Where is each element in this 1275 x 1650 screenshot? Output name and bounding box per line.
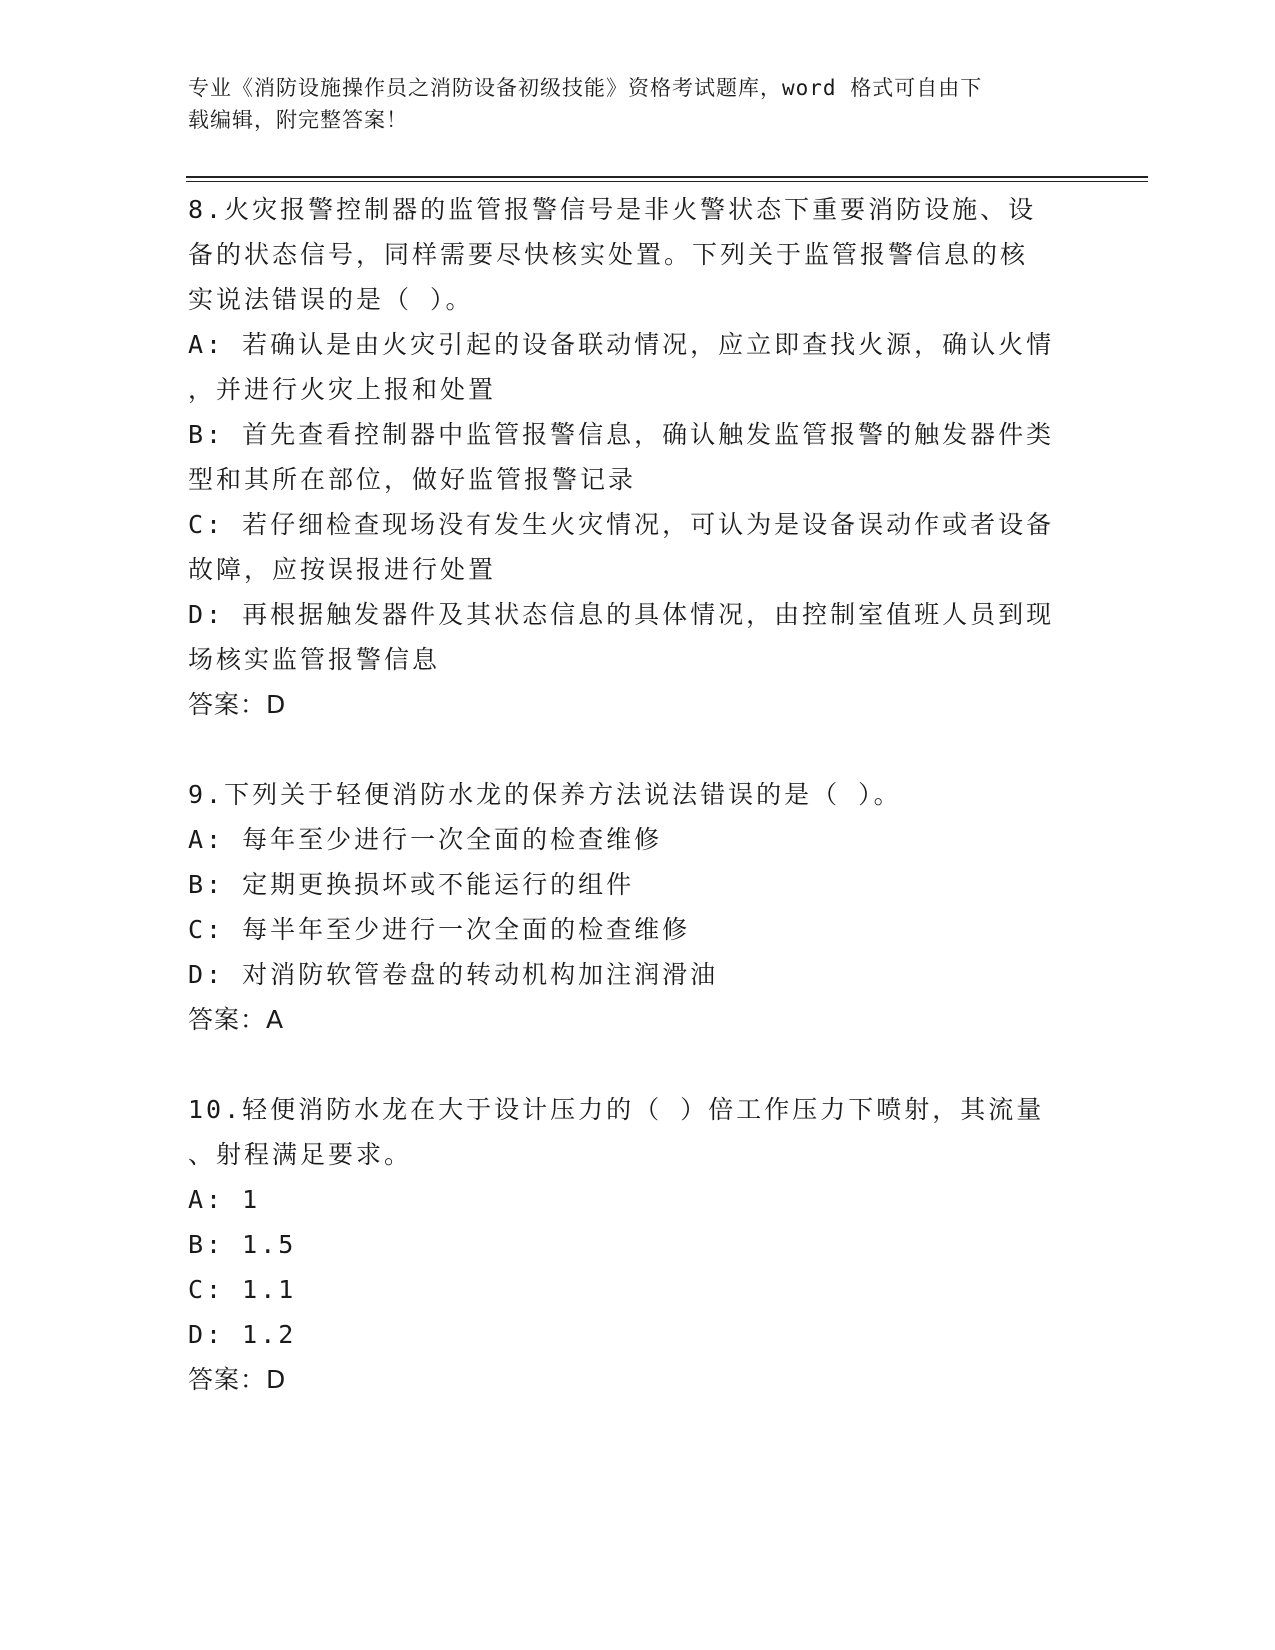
question-10: [188, 1087, 1088, 1402]
option-a: A: 每年至少进行一次全面的检查维修: [188, 825, 663, 854]
answer-label: 答案：A: [188, 1005, 285, 1034]
option-c: C: 1.1: [188, 1275, 297, 1304]
document-header: [188, 72, 1068, 136]
answer-label: 答案：D: [188, 1365, 287, 1394]
header-divider-thick: [186, 176, 1148, 178]
option-d: D: 对消防软管卷盘的转动机构加注润滑油: [188, 960, 719, 989]
question-spacer: [188, 1042, 1088, 1087]
option-a: A: 1: [188, 1185, 261, 1214]
option-b: B: 1.5: [188, 1230, 297, 1259]
question-stem-line: 备的状态信号，同样需要尽快核实处置。下列关于监管报警信息的核: [188, 240, 1029, 269]
question-spacer: [188, 727, 1088, 772]
question-list: [188, 187, 1088, 1402]
question-stem-line: 9.下列关于轻便消防水龙的保养方法说法错误的是（ ）。: [188, 780, 902, 809]
option-c: C: 每半年至少进行一次全面的检查维修: [188, 915, 691, 944]
option-a-cont: ，并进行火灾上报和处置: [188, 375, 497, 404]
answer-label: 答案：D: [188, 690, 287, 719]
question-8: [188, 187, 1088, 727]
option-c: C: 若仔细检查现场没有发生火灾情况，可认为是设备误动作或者设备: [188, 510, 1055, 539]
option-d: D: 再根据触发器件及其状态信息的具体情况，由控制室值班人员到现: [188, 600, 1055, 629]
header-divider-thin: [186, 181, 1148, 182]
option-b: B: 定期更换损坏或不能运行的组件: [188, 870, 635, 899]
option-d: D: 1.2: [188, 1320, 297, 1349]
question-9: [188, 772, 1088, 1042]
question-stem-line: 实说法错误的是（ ）。: [188, 285, 474, 314]
question-stem-line: 10.轻便消防水龙在大于设计压力的（ ）倍工作压力下喷射，其流量: [188, 1095, 1045, 1124]
header-line-1: 专业《消防设施操作员之消防设备初级技能》资格考试题库，word 格式可自由下: [188, 76, 983, 100]
header-line-2: 载编辑，附完整答案！: [188, 108, 408, 132]
option-b-cont: 型和其所在部位，做好监管报警记录: [188, 465, 637, 494]
question-stem-line: 、射程满足要求。: [188, 1140, 413, 1169]
question-stem-line: 8.火灾报警控制器的监管报警信号是非火警状态下重要消防设施、设: [188, 195, 1037, 224]
option-d-cont: 场核实监管报警信息: [188, 645, 441, 674]
option-b: B: 首先查看控制器中监管报警信息，确认触发监管报警的触发器件类: [188, 420, 1055, 449]
option-a: A: 若确认是由火灾引起的设备联动情况，应立即查找火源，确认火情: [188, 330, 1055, 359]
option-c-cont: 故障，应按误报进行处置: [188, 555, 497, 584]
